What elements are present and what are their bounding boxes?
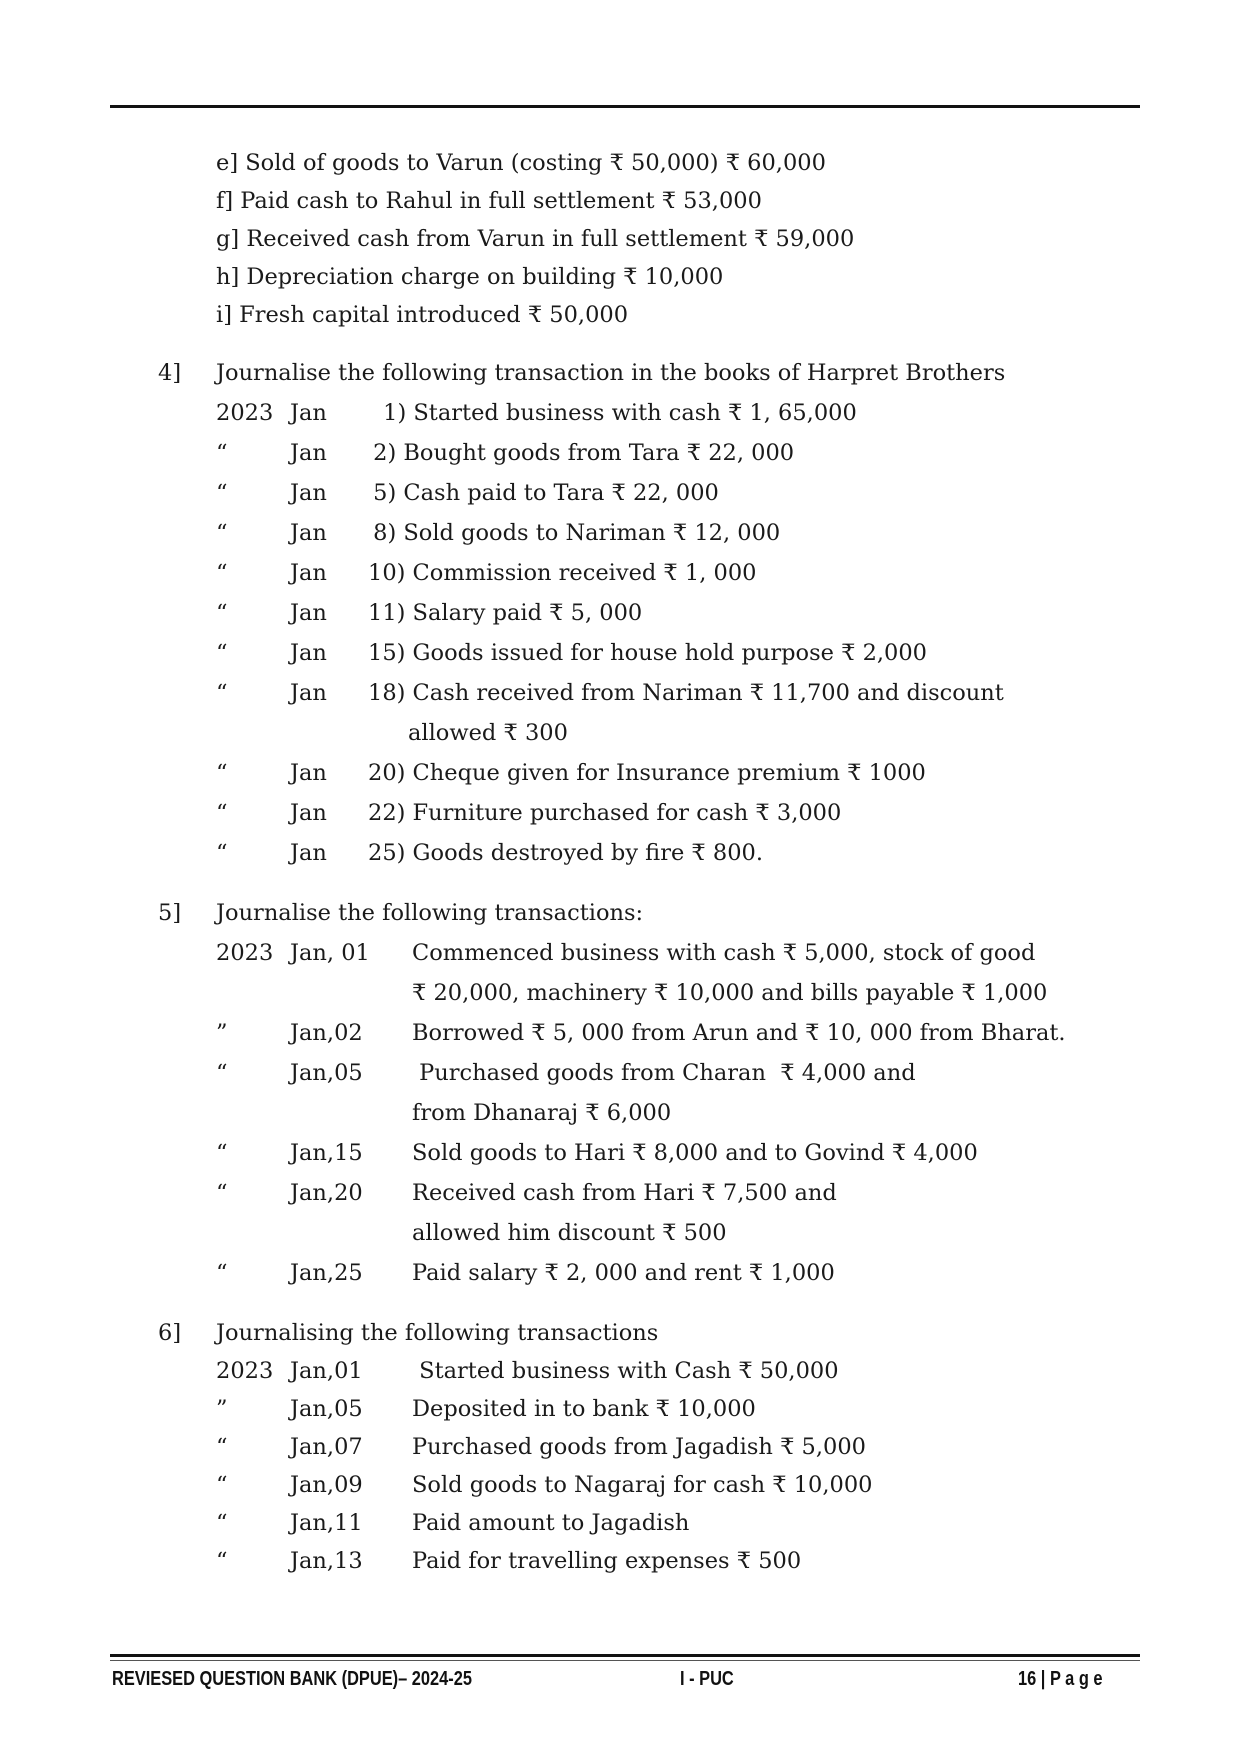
row-text: Commenced business with cash ₹ 5,000, stock of good [412,940,1036,966]
question-number: 5] [158,900,182,926]
row-date: Jan,20 [290,1180,363,1206]
row-year: 2023 [216,940,274,966]
row-date: Jan,05 [290,1060,363,1086]
row-text: 18) Cash received from Nariman ₹ 11,700 and discount [368,680,1004,706]
header-rule [110,105,1140,108]
row-year: “ [216,680,228,706]
footer-rule-thin [110,1660,1140,1661]
row-text: Borrowed ₹ 5, 000 from Arun and ₹ 10, 000 from Bharat. [412,1020,1066,1046]
row-year: 2023 [216,400,274,426]
row-month: Jan [290,600,327,626]
page-number: 16 | P a g e [1018,1668,1103,1690]
row-text: Paid amount to Jagadish [412,1510,690,1536]
row-text: 15) Goods issued for house hold purpose ₹ 2,000 [368,640,927,666]
row-year: “ [216,1060,228,1086]
footer-title: REVIESED QUESTION BANK (DPUE)– 2024-25 [112,1668,472,1690]
row-date: Jan,09 [290,1472,363,1498]
row-year: ” [216,1020,228,1046]
row-text: Started business with Cash ₹ 50,000 [412,1358,839,1384]
footer-class: I - PUC [680,1668,734,1690]
row-year: “ [216,440,228,466]
row-year: “ [216,1180,228,1206]
row-date: Jan,25 [290,1260,363,1286]
row-year: “ [216,1260,228,1286]
row-date: Jan,07 [290,1434,363,1460]
footer-rule [110,1654,1140,1657]
row-date: Jan,02 [290,1020,363,1046]
row-year: “ [216,800,228,826]
row-text: Paid for travelling expenses ₹ 500 [412,1548,802,1574]
row-text-continued: allowed him discount ₹ 500 [412,1220,727,1246]
row-month: Jan [290,520,327,546]
row-text: 25) Goods destroyed by fire ₹ 800. [368,840,763,866]
list-item: h] Depreciation charge on building ₹ 10,000 [216,264,724,290]
row-year: “ [216,1472,228,1498]
row-date: Jan,15 [290,1140,363,1166]
row-month: Jan [290,840,327,866]
list-item: i] Fresh capital introduced ₹ 50,000 [216,302,629,328]
row-date: Jan,01 [290,1358,363,1384]
row-text: 20) Cheque given for Insurance premium ₹ 1000 [368,760,926,786]
list-item: e] Sold of goods to Varun (costing ₹ 50,000) ₹ 60,000 [216,150,826,176]
row-text: 2) Bought goods from Tara ₹ 22, 000 [366,440,795,466]
row-year: “ [216,1140,228,1166]
question-heading: Journalise the following transaction in the books of Harpret Brothers [216,360,1006,386]
row-year: ” [216,1396,228,1422]
row-text-continued: ₹ 20,000, machinery ₹ 10,000 and bills payable ₹ 1,000 [412,980,1048,1006]
row-year: “ [216,600,228,626]
row-month: Jan [290,440,327,466]
row-month: Jan [290,800,327,826]
row-text-continued: from Dhanaraj ₹ 6,000 [412,1100,672,1126]
row-text: Purchased goods from Charan ₹ 4,000 and [412,1060,916,1086]
row-year: “ [216,480,228,506]
question-number: 6] [158,1320,182,1346]
row-date: Jan, 01 [290,940,370,966]
row-text: Purchased goods from Jagadish ₹ 5,000 [412,1434,866,1460]
row-month: Jan [290,640,327,666]
list-item: g] Received cash from Varun in full settlement ₹ 59,000 [216,226,855,252]
row-month: Jan [290,400,327,426]
row-year: “ [216,840,228,866]
row-month: Jan [290,680,327,706]
row-year: 2023 [216,1358,274,1384]
row-text: Received cash from Hari ₹ 7,500 and [412,1180,837,1206]
list-item: f] Paid cash to Rahul in full settlement ₹ 53,000 [216,188,762,214]
row-text: 11) Salary paid ₹ 5, 000 [368,600,643,626]
row-date: Jan,05 [290,1396,363,1422]
question-heading: Journalise the following transactions: [216,900,644,926]
row-year: “ [216,560,228,586]
row-text: Deposited in to bank ₹ 10,000 [412,1396,756,1422]
row-month: Jan [290,560,327,586]
row-year: “ [216,760,228,786]
row-date: Jan,13 [290,1548,363,1574]
row-date: Jan,11 [290,1510,363,1536]
question-heading: Journalising the following transactions [216,1320,659,1346]
row-text-continued: allowed ₹ 300 [408,720,568,746]
row-text: Sold goods to Nagaraj for cash ₹ 10,000 [412,1472,873,1498]
row-year: “ [216,1434,228,1460]
row-month: Jan [290,480,327,506]
row-text: 10) Commission received ₹ 1, 000 [368,560,757,586]
question-number: 4] [158,360,182,386]
row-year: “ [216,1548,228,1574]
row-year: “ [216,1510,228,1536]
row-text: Sold goods to Hari ₹ 8,000 and to Govind ₹ 4,000 [412,1140,978,1166]
row-text: Paid salary ₹ 2, 000 and rent ₹ 1,000 [412,1260,835,1286]
row-year: “ [216,520,228,546]
row-text: 1) Started business with cash ₹ 1, 65,000 [376,400,857,426]
row-month: Jan [290,760,327,786]
row-text: 8) Sold goods to Nariman ₹ 12, 000 [366,520,781,546]
row-text: 5) Cash paid to Tara ₹ 22, 000 [366,480,719,506]
row-text: 22) Furniture purchased for cash ₹ 3,000 [368,800,842,826]
row-year: “ [216,640,228,666]
